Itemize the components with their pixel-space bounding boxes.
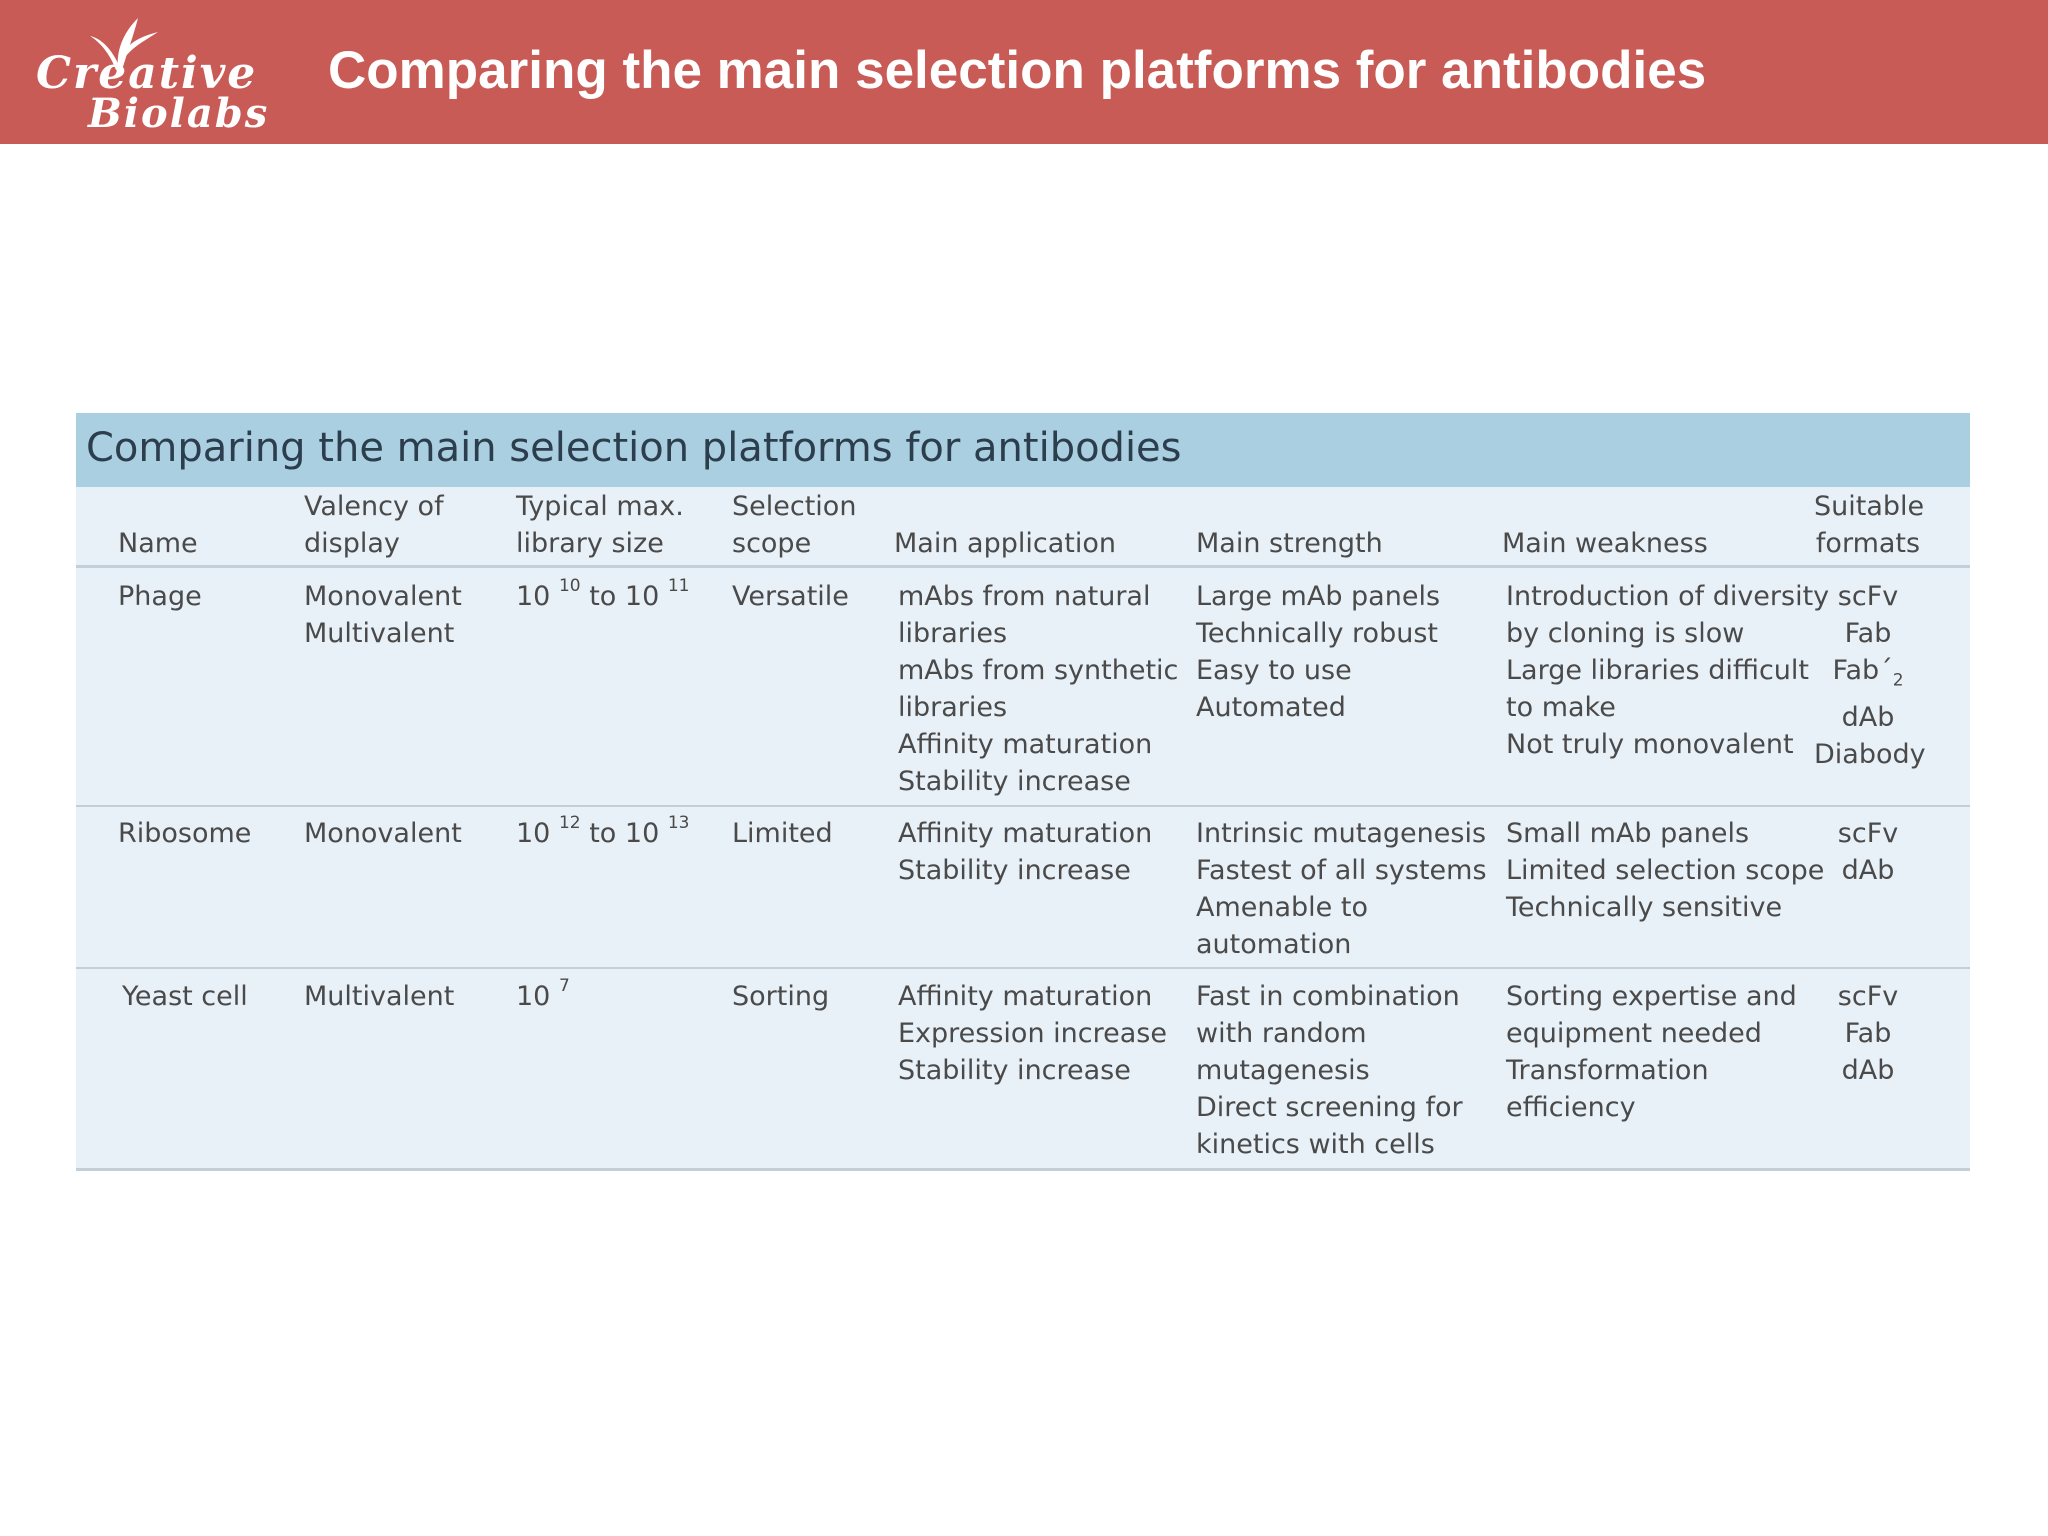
cell-line: Stability increase (898, 855, 1131, 886)
library-exponent: 13 (667, 813, 690, 833)
cell-line: automation (1196, 929, 1352, 960)
cell-line: Monovalent (304, 818, 462, 849)
row-phage-formats (1814, 578, 1926, 773)
cell-line: dAb (1841, 702, 1895, 734)
cell-line: Fab (1844, 1018, 1892, 1049)
library-exponent: 12 (558, 813, 581, 833)
cell-line: Direct screening for (1196, 1092, 1463, 1123)
header-divider (76, 565, 1970, 568)
cell-line: Fast in combination (1196, 981, 1460, 1012)
cell-line: scFv (1837, 581, 1899, 612)
header-name: Name (118, 528, 198, 559)
cell-line: with random (1196, 1018, 1367, 1049)
cell-line: mAbs from synthetic (898, 655, 1179, 686)
table-title-bar (76, 413, 1970, 487)
row-phage-strength (1196, 578, 1440, 726)
header-library-line: library size (516, 528, 664, 559)
cell-line: Small mAb panels (1506, 818, 1750, 849)
row-phage-weakness (1506, 578, 1829, 763)
library-exponent: 10 (558, 576, 581, 596)
library-exponent: 7 (558, 976, 570, 996)
cell-line: Expression increase (898, 1018, 1167, 1049)
header-banner (0, 0, 2048, 144)
cell-line: Diabody (1814, 739, 1926, 771)
cell-line: Not truly monovalent (1506, 729, 1794, 760)
logo-text-biolabs: Biolabs (88, 90, 270, 137)
header-valency-line: Valency of (304, 491, 444, 522)
row-phage-application (898, 578, 1178, 800)
cell-line: dAb (1841, 1055, 1895, 1086)
cell-line: libraries (898, 692, 1008, 723)
row-ribosome-formats (1814, 815, 1922, 889)
cell-line: equipment needed (1506, 1018, 1762, 1049)
cell-line: Easy to use (1196, 655, 1352, 686)
cell-line: scFv (1837, 818, 1899, 849)
cell-line: by cloning is slow (1506, 618, 1745, 649)
table-title: Comparing the main selection platforms for antibodies (86, 425, 1182, 471)
row-phage-name: Phage (118, 581, 202, 612)
header-scope-line: Selection (732, 491, 857, 522)
row-yeast-library-size (516, 978, 570, 1015)
cell-line: Large mAb panels (1196, 581, 1441, 612)
row-ribosome-application (898, 815, 1152, 889)
cell-line: Technically robust (1196, 618, 1438, 649)
cell-line: Affinity maturation (898, 729, 1153, 760)
header-main-application: Main application (894, 528, 1116, 559)
creative-biolabs-logo (30, 12, 280, 137)
cell-line: Affinity maturation (898, 818, 1153, 849)
row-ribosome-weakness (1506, 815, 1824, 926)
cell-line: dAb (1841, 855, 1895, 886)
row-phage-scope: Versatile (732, 581, 849, 612)
row-yeast-valency (304, 978, 454, 1015)
cell-line: Multivalent (304, 618, 455, 649)
table-bottom-rule (76, 1168, 1970, 1171)
cell-line: Fastest of all systems (1196, 855, 1487, 886)
cell-line (1814, 652, 1922, 699)
library-base: 10 (624, 818, 660, 849)
row-ribosome-strength (1196, 815, 1487, 963)
library-exponent: 11 (667, 576, 690, 596)
row-ribosome-scope: Limited (732, 818, 833, 849)
row-yeast-strength (1196, 978, 1463, 1163)
cell-line: Sorting expertise and (1506, 981, 1797, 1012)
row-divider (76, 805, 1970, 807)
cell-line: to make (1506, 692, 1616, 723)
cell-line: Amenable to (1196, 892, 1368, 923)
row-yeast-weakness (1506, 978, 1797, 1126)
header-suitable-formats (1814, 488, 1925, 562)
cell-line: libraries (898, 618, 1008, 649)
header-valency (304, 488, 444, 562)
library-to: to (589, 581, 617, 612)
row-yeast-name: Yeast cell (122, 981, 248, 1012)
header-formats-line: Suitable (1814, 491, 1925, 522)
header-selection-scope (732, 488, 856, 562)
cell-line: Fab (1844, 618, 1892, 649)
row-phage-valency (304, 578, 462, 652)
cell-line: mutagenesis (1196, 1055, 1370, 1086)
logo-text-creative: Creative (36, 48, 258, 99)
library-base: 10 (516, 818, 551, 849)
cell-line: Stability increase (898, 1055, 1131, 1086)
row-phage-library-size (516, 578, 689, 615)
cell-line: Technically sensitive (1506, 892, 1783, 923)
library-to: to (589, 818, 617, 849)
cell-line: kinetics with cells (1196, 1129, 1435, 1160)
header-main-strength: Main strength (1196, 528, 1383, 559)
cell-line: efficiency (1506, 1092, 1636, 1123)
header-library-size (516, 488, 684, 562)
row-ribosome-name: Ribosome (118, 818, 252, 849)
cell-line: Introduction of diversity (1506, 581, 1830, 612)
header-library-line: Typical max. (516, 491, 684, 522)
cell-line: Monovalent (304, 581, 462, 612)
row-divider (76, 967, 1970, 969)
cell-line: Automated (1196, 692, 1346, 723)
library-base: 10 (516, 981, 551, 1012)
header-scope-line: scope (732, 528, 812, 559)
row-yeast-scope: Sorting (732, 981, 830, 1012)
cell-line: Stability increase (898, 766, 1131, 797)
header-valency-line: display (304, 528, 400, 559)
row-ribosome-valency (304, 815, 462, 852)
cell-line: Limited selection scope (1506, 855, 1825, 886)
cell-line: Large libraries difficult (1506, 655, 1809, 686)
page-title: Comparing the main selection platforms for antibodies (328, 41, 1707, 100)
library-base: 10 (624, 581, 660, 612)
row-ribosome-library-size (516, 815, 689, 852)
format-subscript: 2 (1892, 670, 1904, 691)
row-yeast-formats (1814, 978, 1922, 1089)
cell-line: Multivalent (304, 981, 455, 1012)
cell-line: Intrinsic mutagenesis (1196, 818, 1487, 849)
library-base: 10 (516, 581, 551, 612)
row-yeast-application (898, 978, 1167, 1089)
format-fab2: Fab´ (1832, 655, 1893, 686)
cell-line: Transformation (1506, 1055, 1709, 1086)
comparison-table (76, 413, 1970, 1171)
cell-line: Affinity maturation (898, 981, 1153, 1012)
header-main-weakness: Main weakness (1502, 528, 1708, 559)
cell-line: scFv (1837, 981, 1899, 1012)
header-formats-line: formats (1815, 528, 1921, 559)
cell-line: mAbs from natural (898, 581, 1151, 612)
